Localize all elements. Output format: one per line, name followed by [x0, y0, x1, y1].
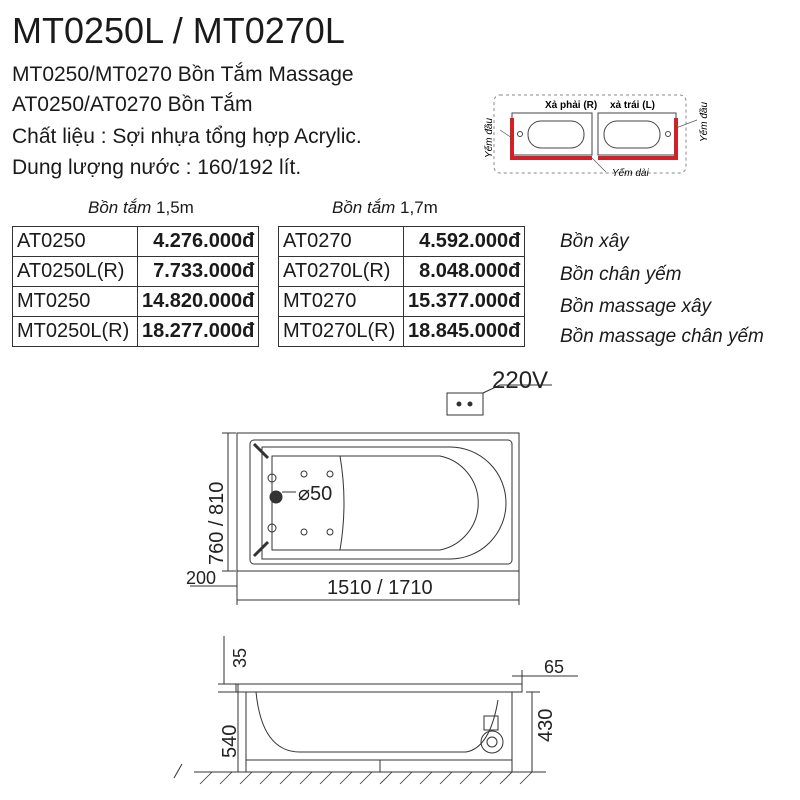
model-price: 4.276.000đ — [138, 227, 259, 257]
model-code: AT0250 — [13, 227, 138, 257]
info-line-material: Chất liệu : Sợi nhựa tổng hợp Acrylic. — [12, 125, 362, 148]
page-title: MT0250L / MT0270L — [12, 10, 345, 51]
total-height-label: 540 — [219, 724, 241, 758]
drain-variant-diagram — [483, 95, 710, 179]
model-code: AT0250L(R) — [13, 257, 138, 287]
apron-label-right: Yếm đầu — [699, 101, 710, 142]
side-gap-label: 65 — [544, 657, 565, 677]
right-drain-label: Xả phải (R) — [545, 100, 598, 111]
long-apron-label: Yếm dài — [612, 168, 649, 179]
left-drain-label: xả trái (L) — [610, 100, 656, 111]
info-line-capacity: Dung lượng nước : 160/192 lít. — [12, 156, 302, 179]
type-label-massage-apron: Bồn massage chân yếm — [560, 326, 764, 347]
plan-view — [186, 367, 552, 605]
model-price: 18.277.000đ — [138, 317, 259, 347]
info-line-massage: MT0250/MT0270 Bồn Tắm Massage — [12, 63, 354, 86]
model-code: MT0250L(R) — [13, 317, 138, 347]
model-code: MT0270L(R) — [279, 317, 404, 347]
model-code: AT0270L(R) — [279, 257, 404, 287]
pump-icon — [481, 731, 503, 753]
apron-highlight — [598, 118, 676, 158]
type-label-built-in: Bồn xây — [560, 231, 629, 252]
model-price: 8.048.000đ — [404, 257, 525, 287]
caption-size: 1,7m — [400, 198, 438, 217]
voltage-label: 220V — [492, 367, 549, 394]
info-line-bathtub: AT0250/AT0270 Bồn Tắm — [12, 93, 253, 116]
offset-dimension-label: 200 — [186, 568, 217, 588]
drain-diameter-label: ⌀50 — [298, 483, 333, 505]
type-label-apron: Bồn chân yếm — [560, 264, 682, 285]
floor-hatch — [200, 772, 532, 784]
side-view — [174, 636, 578, 784]
length-dimension-label: 1510 / 1710 — [327, 577, 433, 599]
power-socket-icon — [447, 393, 483, 415]
caption-size: 1,5m — [156, 198, 194, 217]
caption-prefix: Bồn tắm — [88, 198, 152, 217]
model-price: 4.592.000đ — [404, 227, 525, 257]
type-label-massage-built-in: Bồn massage xây — [560, 296, 712, 317]
model-price: 18.845.000đ — [404, 317, 525, 347]
model-price: 15.377.000đ — [404, 287, 525, 317]
model-price: 7.733.000đ — [138, 257, 259, 287]
rim-dimension-label: 35 — [230, 647, 250, 668]
caption-prefix: Bồn tắm — [332, 198, 396, 217]
model-code: MT0250 — [13, 287, 138, 317]
model-price: 14.820.000đ — [138, 287, 259, 317]
inner-height-label: 430 — [535, 708, 557, 742]
drain-icon — [270, 491, 282, 503]
model-code: MT0270 — [279, 287, 404, 317]
width-dimension-label: 760 / 810 — [206, 481, 228, 565]
model-code: AT0270 — [279, 227, 404, 257]
apron-label-left: Yếm đầu — [484, 117, 495, 158]
